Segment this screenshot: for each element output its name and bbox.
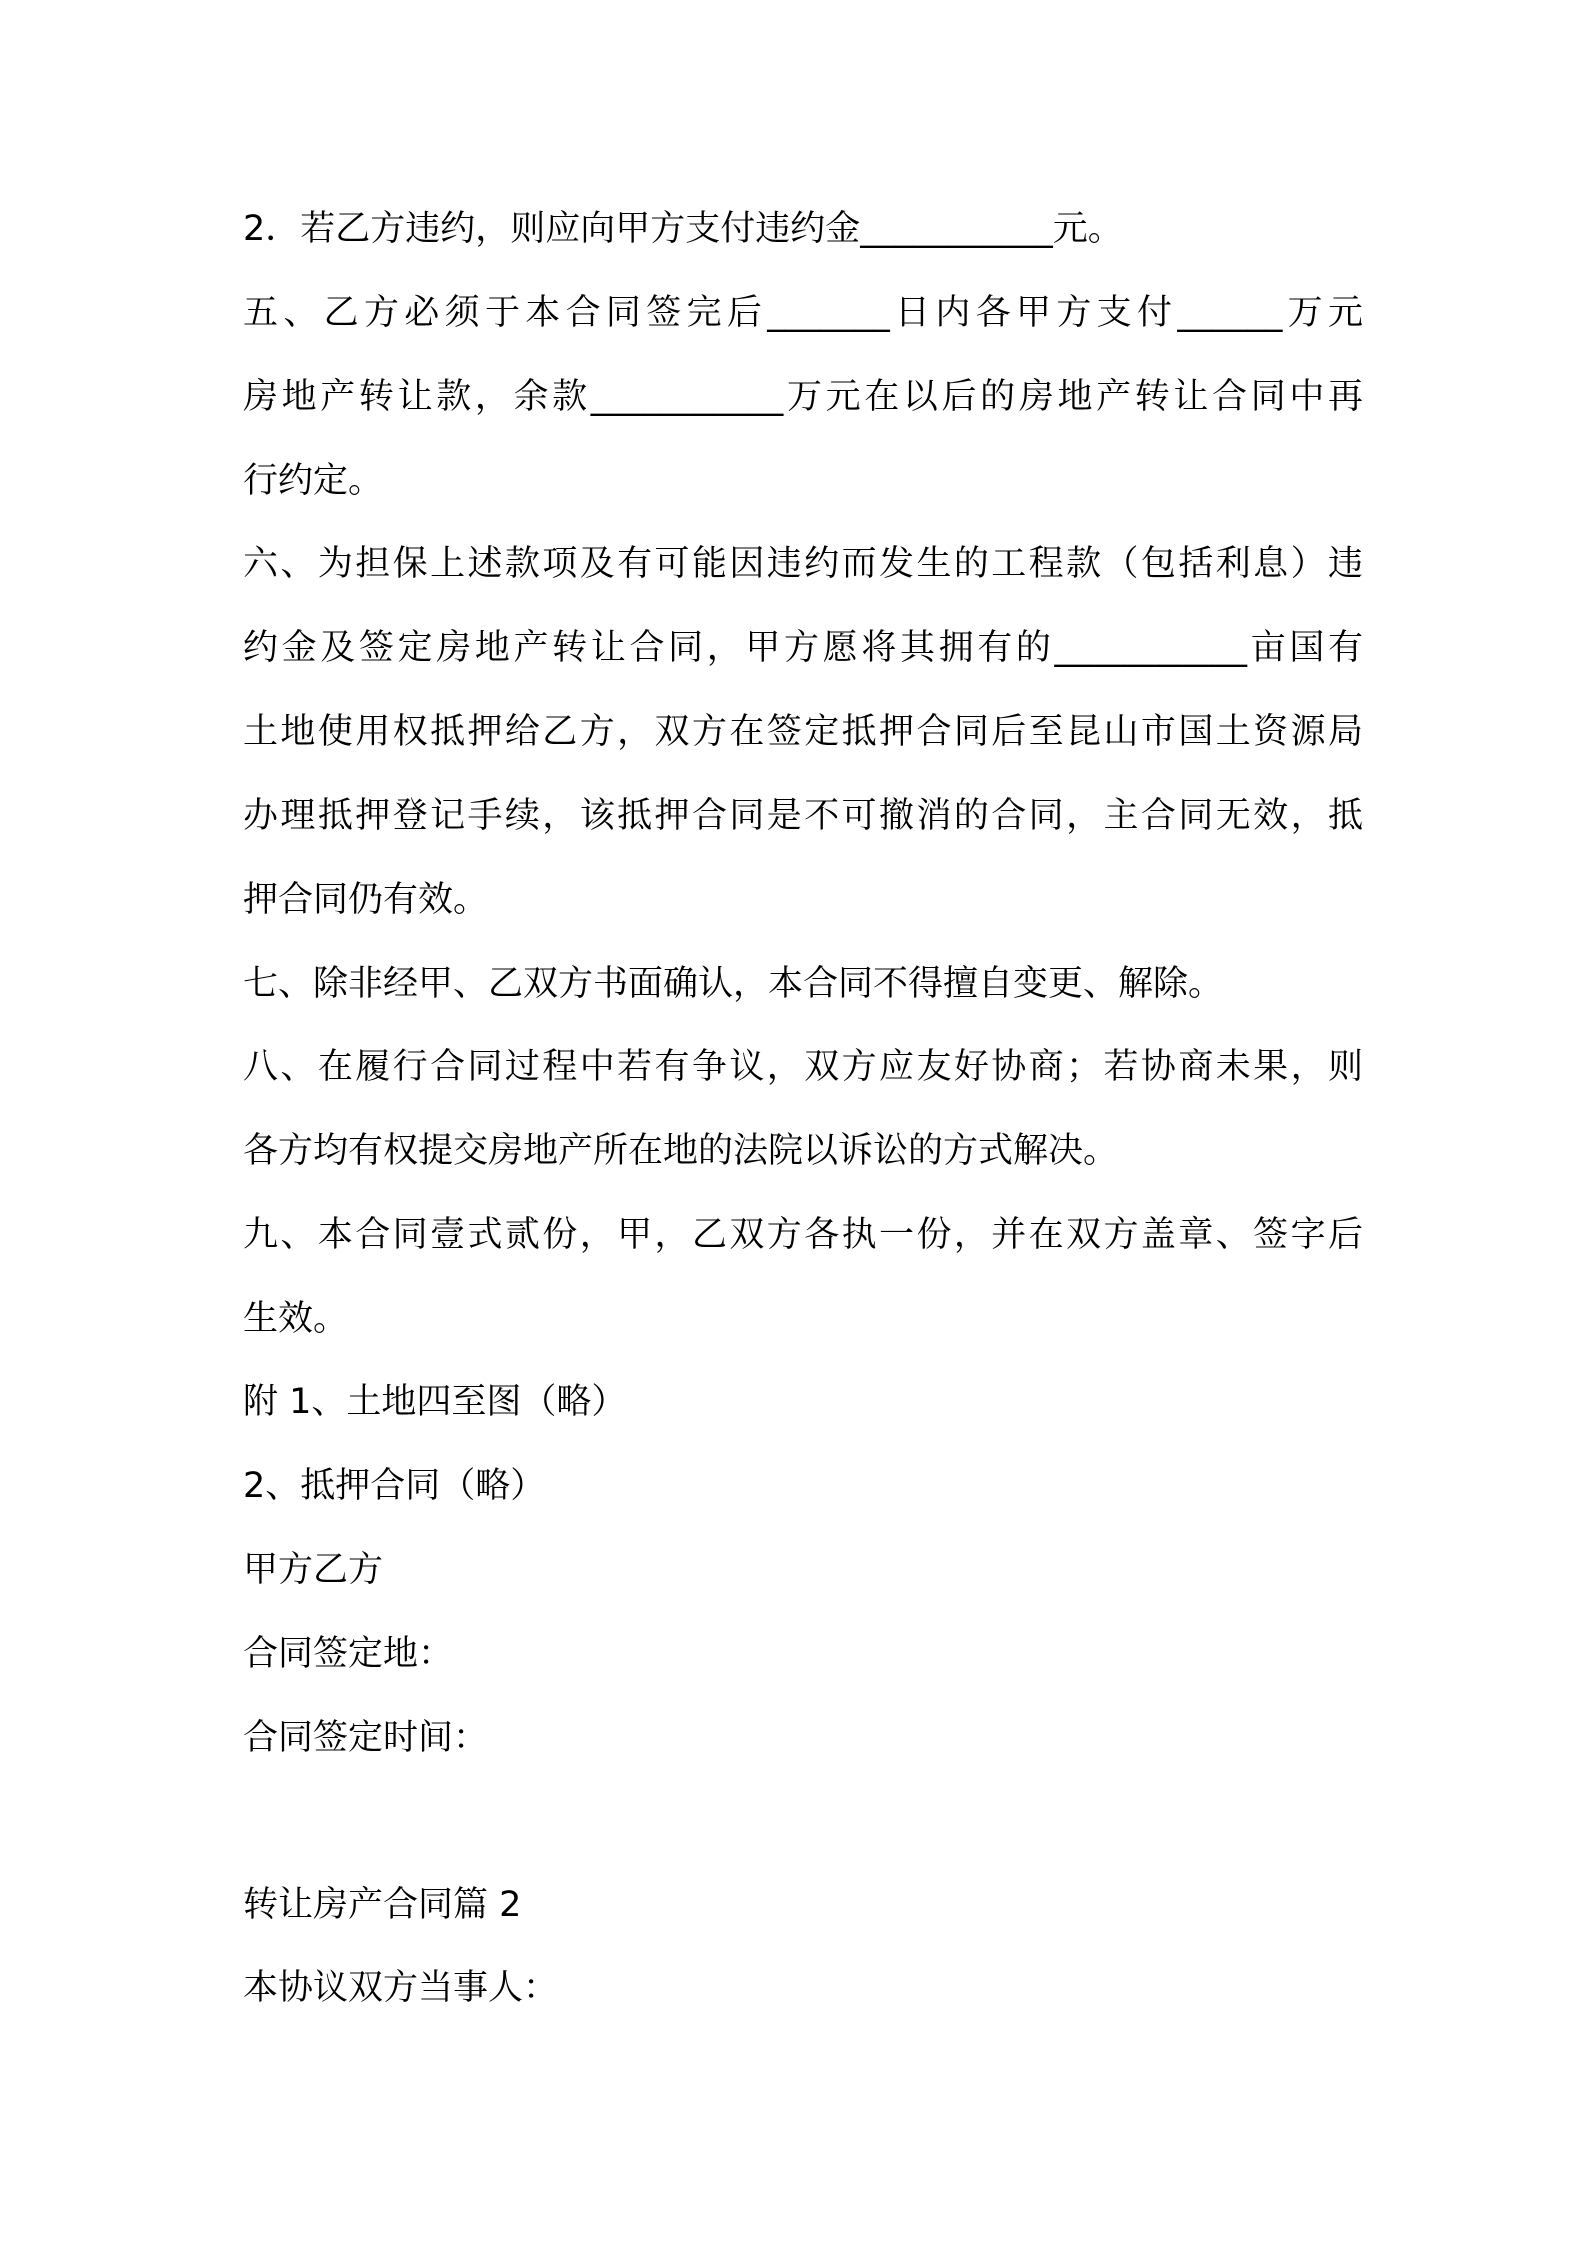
contract-2-title: 转让房产合同篇 2: [243, 1885, 522, 1925]
attachment-1: 附 1、土地四至图（略）: [243, 1382, 627, 1422]
clause-5-line-3: 行约定。: [243, 461, 384, 501]
clause-5-line-1: 五、乙方必须于本合同签完后_______日内各甲方支付______万元: [243, 293, 1363, 333]
signing-time: 合同签定时间：: [243, 1718, 489, 1758]
clause-7: 七、除非经甲、乙双方书面确认，本合同不得擅自变更、解除。: [243, 964, 1224, 1004]
clause-6-line-1: 六、为担保上述款项及有可能因违约而发生的工程款（包括利息）违: [243, 544, 1363, 584]
contract-2-parties: 本协议双方当事人：: [243, 1968, 559, 2008]
clause-9-line-2: 生效。: [243, 1299, 349, 1339]
signing-place: 合同签定地：: [243, 1634, 454, 1674]
clause-8-line-1: 八、在履行合同过程中若有争议，双方应友好协商；若协商未果，则: [243, 1047, 1363, 1087]
attachment-2: 2、抵押合同（略）: [243, 1466, 546, 1506]
clause-4-item-2: 2．若乙方违约，则应向甲方支付违约金___________元。: [243, 209, 1123, 249]
clause-6-line-2: 约金及签定房地产转让合同，甲方愿将其拥有的___________亩国有: [243, 628, 1363, 668]
clause-6-line-4: 办理抵押登记手续，该抵押合同是不可撤消的合同，主合同无效，抵: [243, 796, 1363, 836]
clause-9-line-1: 九、本合同壹式贰份，甲，乙双方各执一份，并在双方盖章、签字后: [243, 1215, 1363, 1255]
clause-6-line-5: 押合同仍有效。: [243, 880, 489, 920]
clause-5-line-2: 房地产转让款，余款___________万元在以后的房地产转让合同中再: [243, 377, 1363, 417]
clause-8-line-2: 各方均有权提交房地产所在地的法院以诉讼的方式解决。: [243, 1131, 1119, 1171]
party-signatures: 甲方乙方: [243, 1550, 384, 1590]
clause-6-line-3: 土地使用权抵押给乙方，双方在签定抵押合同后至昆山市国土资源局: [243, 712, 1363, 752]
